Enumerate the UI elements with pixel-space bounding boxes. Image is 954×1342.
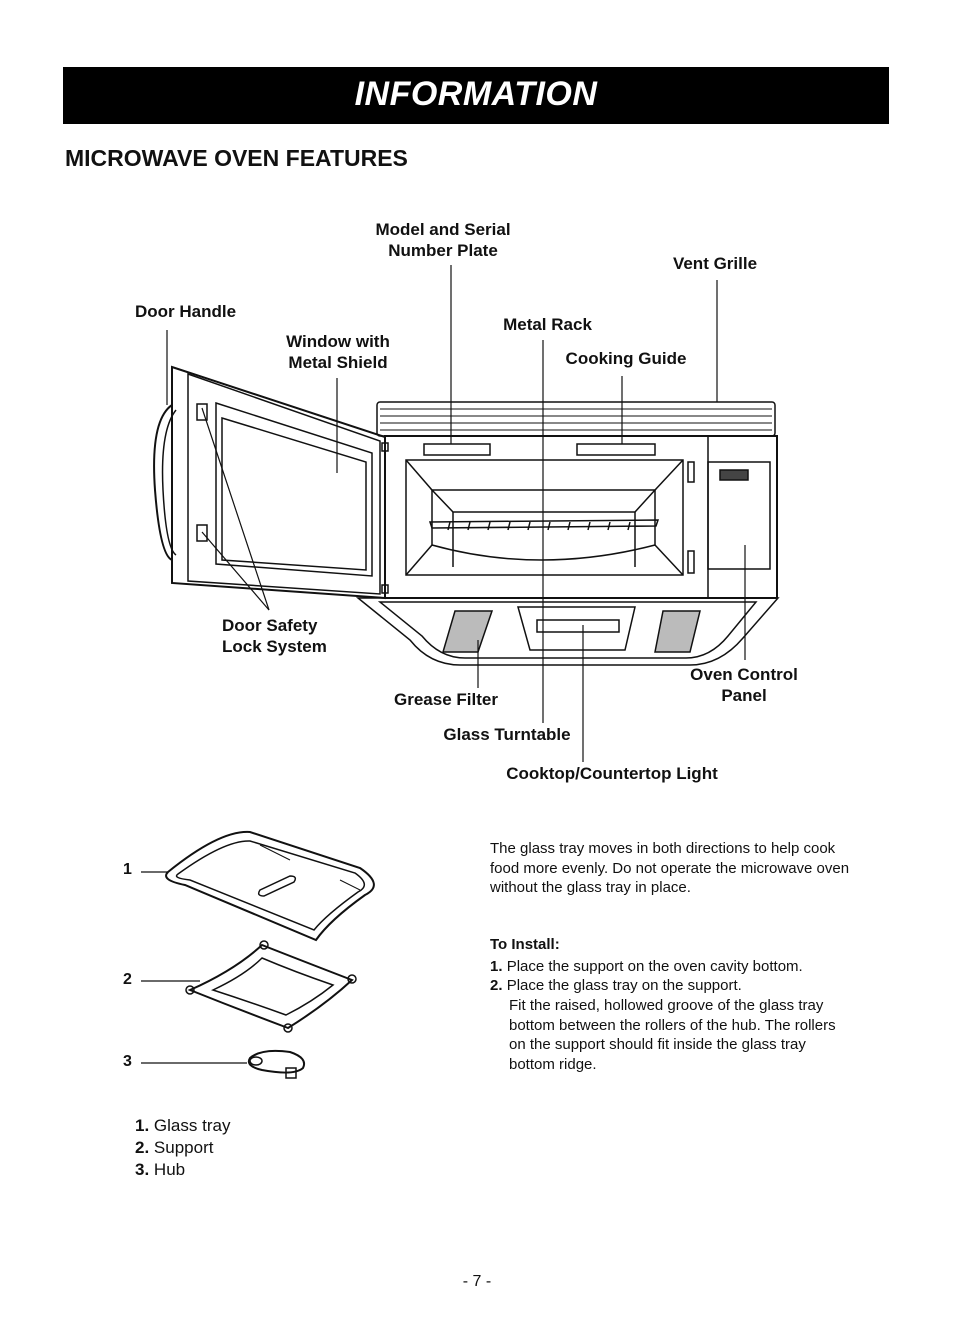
install-step-1-text: Place the support on the oven cavity bottom. — [506, 958, 803, 975]
leader-lines — [167, 265, 745, 762]
legend-item-support — [135, 1137, 213, 1159]
part-number-1: 1 — [123, 861, 132, 878]
install-step-2 — [490, 976, 742, 996]
label-door-safety-line2: Lock System — [222, 637, 327, 656]
banner-title: INFORMATION — [354, 75, 598, 113]
label-oven-control-line2: Panel — [721, 686, 767, 705]
label-door-safety-line1: Door Safety — [222, 616, 318, 635]
label-oven-control-line1: Oven Control — [690, 665, 798, 684]
install-heading: To Install: — [490, 936, 560, 953]
description-line1: The glass tray moves in both directions to help cook — [490, 840, 836, 857]
legend-number: 3. — [135, 1160, 150, 1179]
label-model-serial-line2: Number Plate — [388, 241, 498, 260]
install-step-1 — [490, 957, 803, 977]
hub-art — [249, 1051, 304, 1078]
door-art — [154, 367, 388, 598]
oven-body-art — [385, 436, 777, 598]
support-art — [186, 941, 356, 1032]
description-line3: without the glass tray in place. — [490, 879, 691, 896]
label-vent-grille: Vent Grille — [672, 254, 758, 273]
install-detail-line3: on the support should fit inside the glass tray — [509, 1036, 806, 1053]
legend-text: Glass tray — [153, 1116, 231, 1135]
legend-number: 1. — [135, 1116, 150, 1135]
install-step-1-number: 1. — [490, 958, 503, 975]
label-door-safety — [222, 615, 327, 657]
install-detail-line1: Fit the raised, hollowed groove of the glass tray — [509, 997, 824, 1014]
install-detail-line4: bottom ridge. — [509, 1055, 597, 1073]
label-glass-turntable: Glass Turntable — [443, 725, 571, 744]
hood-bottom-art — [358, 598, 778, 665]
label-model-serial — [360, 219, 526, 261]
part-number-2: 2 — [123, 971, 132, 988]
label-oven-control — [682, 664, 806, 706]
page-number: - 7 - — [462, 1273, 492, 1290]
install-detail-line2: bottom between the rollers of the hub. The rollers — [509, 1016, 836, 1034]
label-window-line2: Metal Shield — [288, 353, 388, 372]
label-grease-filter: Grease Filter — [394, 690, 498, 709]
install-step-2-text: Place the glass tray on the support. — [506, 977, 742, 994]
legend-item-glass-tray — [135, 1115, 230, 1137]
description-paragraph — [490, 839, 890, 898]
part-number-3: 3 — [123, 1053, 132, 1070]
legend-number: 2. — [135, 1138, 150, 1157]
legend-item-hub — [135, 1159, 185, 1181]
label-metal-rack: Metal Rack — [503, 315, 592, 334]
glass-tray-art — [166, 832, 374, 940]
install-step-2-number: 2. — [490, 977, 503, 994]
vent-grille-art — [377, 402, 775, 436]
install-step-2-detail — [509, 996, 889, 1074]
section-title: MICROWAVE OVEN FEATURES — [65, 145, 408, 171]
label-door-handle: Door Handle — [135, 302, 237, 321]
label-window — [275, 331, 401, 373]
label-cooktop-light: Cooktop/Countertop Light — [506, 764, 718, 783]
legend-text: Hub — [153, 1160, 186, 1179]
description-line2: food more evenly. Do not operate the microwave oven — [490, 859, 850, 877]
label-window-line1: Window with — [286, 332, 390, 351]
label-cooking-guide: Cooking Guide — [565, 349, 687, 368]
legend-text: Support — [153, 1138, 214, 1157]
label-model-serial-line1: Model and Serial — [375, 220, 511, 239]
